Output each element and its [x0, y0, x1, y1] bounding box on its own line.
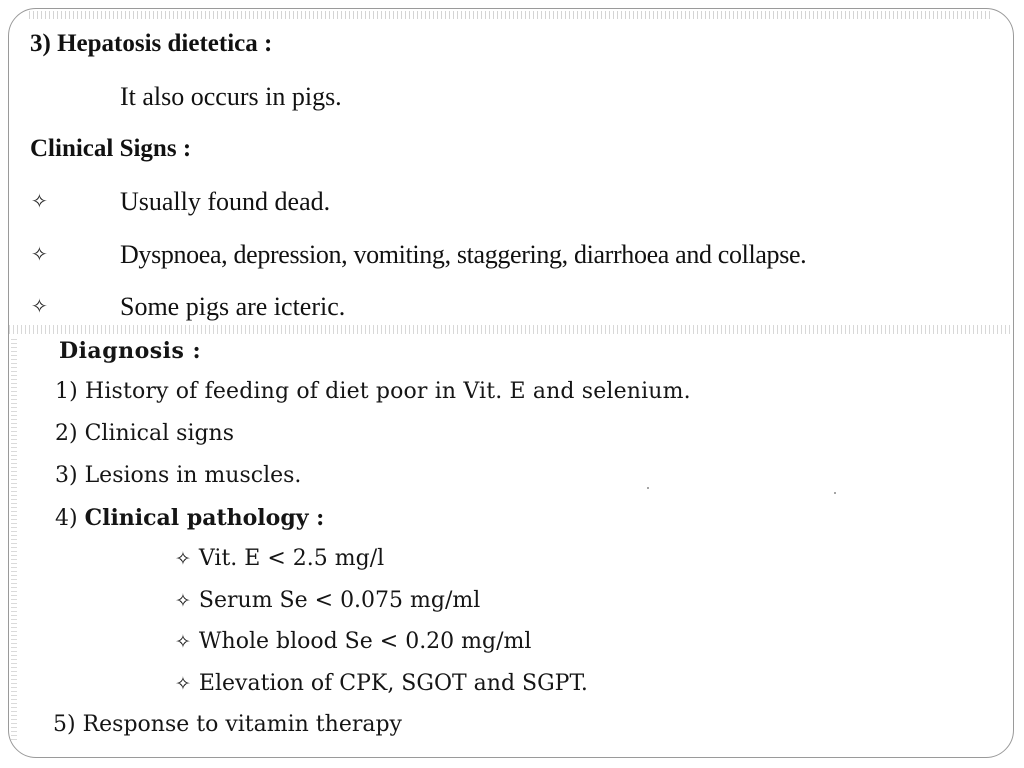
pathology-value: Vit. E < 2.5 mg/l — [198, 546, 385, 571]
star-bullet-icon: ✧ — [31, 242, 48, 266]
clinical-signs-heading: Clinical Signs : — [30, 135, 192, 162]
diagnosis-heading: Diagnosis : — [59, 338, 202, 364]
scan-artifact-top — [29, 11, 993, 19]
star-bullet-icon: ✧ — [175, 590, 191, 612]
star-bullet-icon: ✧ — [31, 189, 48, 213]
pathology-value: Serum Se < 0.075 mg/ml — [198, 588, 481, 613]
slide-frame — [8, 8, 1014, 758]
pathology-item — [175, 629, 531, 654]
diagnosis-item: 3) Lesions in muscles. — [55, 463, 302, 488]
diagnosis-item: 5) Response to vitamin therapy — [53, 712, 402, 737]
pathology-item — [175, 588, 480, 613]
star-bullet-icon: ✧ — [175, 673, 191, 695]
scan-speck — [834, 492, 836, 494]
intro-text: It also occurs in pigs. — [120, 82, 342, 111]
star-bullet-icon: ✧ — [175, 631, 191, 653]
star-bullet-icon: ✧ — [175, 548, 191, 570]
scan-speck — [647, 487, 649, 489]
section-heading: 3) Hepatosis dietetica : — [30, 30, 273, 57]
clinical-pathology-label: Clinical pathology : — [84, 505, 325, 531]
sign-item: Usually found dead. — [120, 187, 331, 216]
diagnosis-item: 1) History of feeding of diet poor in Vit. E and selenium. — [55, 379, 691, 404]
sign-item: Dyspnoea, depression, vomiting, staggering, diarrhoea and collapse. — [120, 240, 807, 269]
item-number: 4) — [55, 506, 85, 531]
pathology-value: Whole blood Se < 0.20 mg/ml — [198, 629, 532, 654]
star-bullet-icon: ✧ — [31, 294, 48, 318]
pathology-value: Elevation of CPK, SGOT and SGPT. — [198, 671, 588, 696]
pathology-item — [175, 671, 588, 696]
diagnosis-item: 2) Clinical signs — [55, 421, 235, 446]
diagnosis-item-clinical-pathology — [55, 505, 324, 531]
scan-artifact-divider — [9, 325, 1013, 334]
pathology-item — [175, 546, 384, 571]
sign-item: Some pigs are icteric. — [120, 292, 346, 321]
scan-artifact-left — [11, 339, 17, 741]
